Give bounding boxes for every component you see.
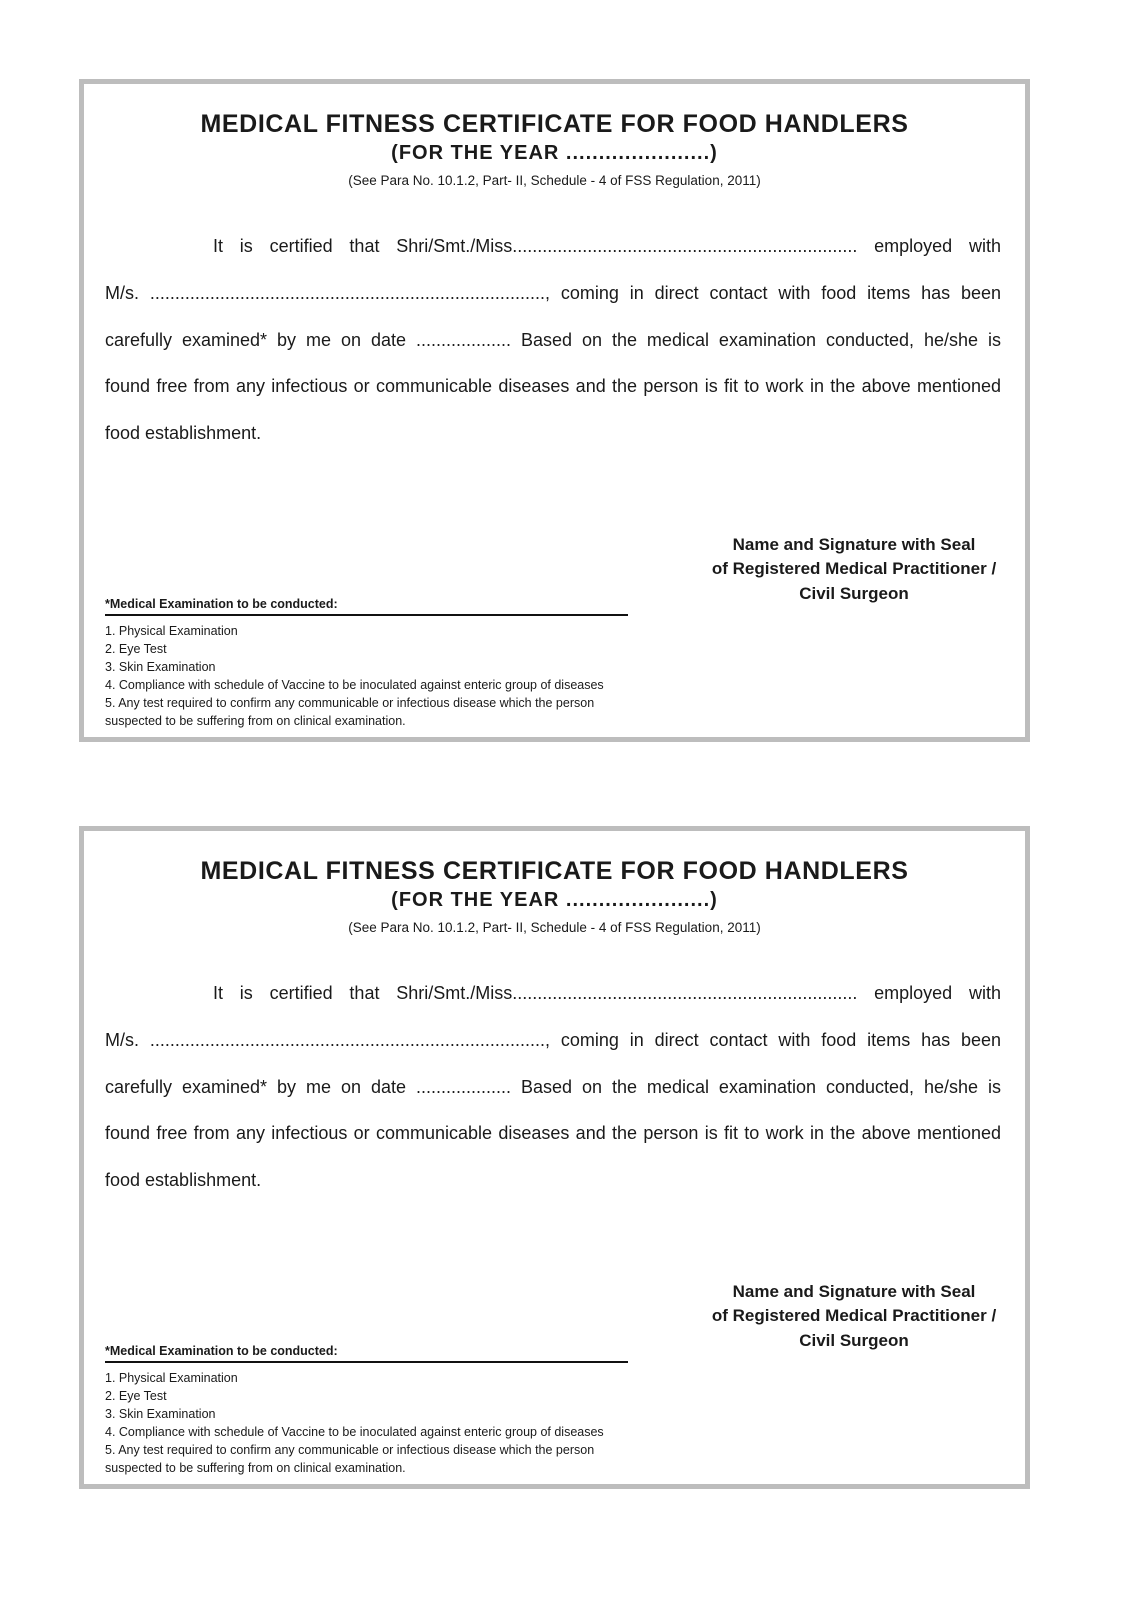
notes-heading: *Medical Examination to be conducted: — [105, 597, 628, 616]
note-item: 3. Skin Examination — [105, 660, 216, 674]
note-item: suspected to be suffering from on clinical examination. — [105, 714, 406, 728]
body-line: carefully examined* by me on date ................... Based on the medical examination conducted, he/she is — [105, 1077, 1001, 1097]
note-item: 5. Any test required to confirm any communicable or infectious disease which the person — [105, 696, 595, 710]
body-line: It is certified that Shri/Smt./Miss..................................................................... employed with — [213, 236, 1001, 256]
notes-heading: *Medical Examination to be conducted: — [105, 1344, 628, 1363]
certificate-year: (FOR THE YEAR ......................) — [391, 142, 718, 164]
body-line: It is certified that Shri/Smt./Miss..................................................................... employed with — [213, 983, 1001, 1003]
signature-line: Name and Signature with Seal — [732, 1282, 976, 1301]
regulation-reference: (See Para No. 10.1.2, Part- II, Schedule - 4 of FSS Regulation, 2011) — [348, 920, 761, 935]
note-item: 4. Compliance with schedule of Vaccine to be inoculated against enteric group of diseases — [105, 1425, 604, 1439]
note-item: 2. Eye Test — [105, 1389, 167, 1403]
signature-line: Name and Signature with Seal — [732, 535, 976, 554]
body-line: food establishment. — [105, 1170, 262, 1190]
note-item: suspected to be suffering from on clinical examination. — [105, 1461, 406, 1475]
signature-line: of Registered Medical Practitioner / — [711, 1306, 997, 1325]
body-line: M/s. ..............................................................................., coming in direct contact with food items has been — [105, 1030, 1001, 1050]
note-item: 4. Compliance with schedule of Vaccine to be inoculated against enteric group of diseases — [105, 678, 604, 692]
body-line: M/s. ..............................................................................., coming in direct contact with food items has been — [105, 283, 1001, 303]
signature-line: Civil Surgeon — [799, 1331, 909, 1350]
certificate-year: (FOR THE YEAR ......................) — [391, 889, 718, 911]
regulation-reference: (See Para No. 10.1.2, Part- II, Schedule - 4 of FSS Regulation, 2011) — [348, 173, 761, 188]
certificate — [79, 79, 1030, 742]
body-line: found free from any infectious or communicable diseases and the person is fit to work in the above mentioned — [105, 376, 1001, 396]
certificate — [79, 826, 1030, 1489]
signature-line: of Registered Medical Practitioner / — [711, 559, 997, 578]
body-line: carefully examined* by me on date ................... Based on the medical examination conducted, he/she is — [105, 330, 1001, 350]
note-item: 5. Any test required to confirm any communicable or infectious disease which the person — [105, 1443, 595, 1457]
note-item: 3. Skin Examination — [105, 1407, 216, 1421]
certificate-title: MEDICAL FITNESS CERTIFICATE FOR FOOD HANDLERS — [200, 110, 909, 138]
note-item: 1. Physical Examination — [105, 624, 238, 638]
signature-line: Civil Surgeon — [799, 584, 909, 603]
body-line: found free from any infectious or communicable diseases and the person is fit to work in the above mentioned — [105, 1123, 1001, 1143]
note-item: 2. Eye Test — [105, 642, 167, 656]
certificate-title: MEDICAL FITNESS CERTIFICATE FOR FOOD HANDLERS — [200, 857, 909, 885]
body-line: food establishment. — [105, 423, 262, 443]
note-item: 1. Physical Examination — [105, 1371, 238, 1385]
